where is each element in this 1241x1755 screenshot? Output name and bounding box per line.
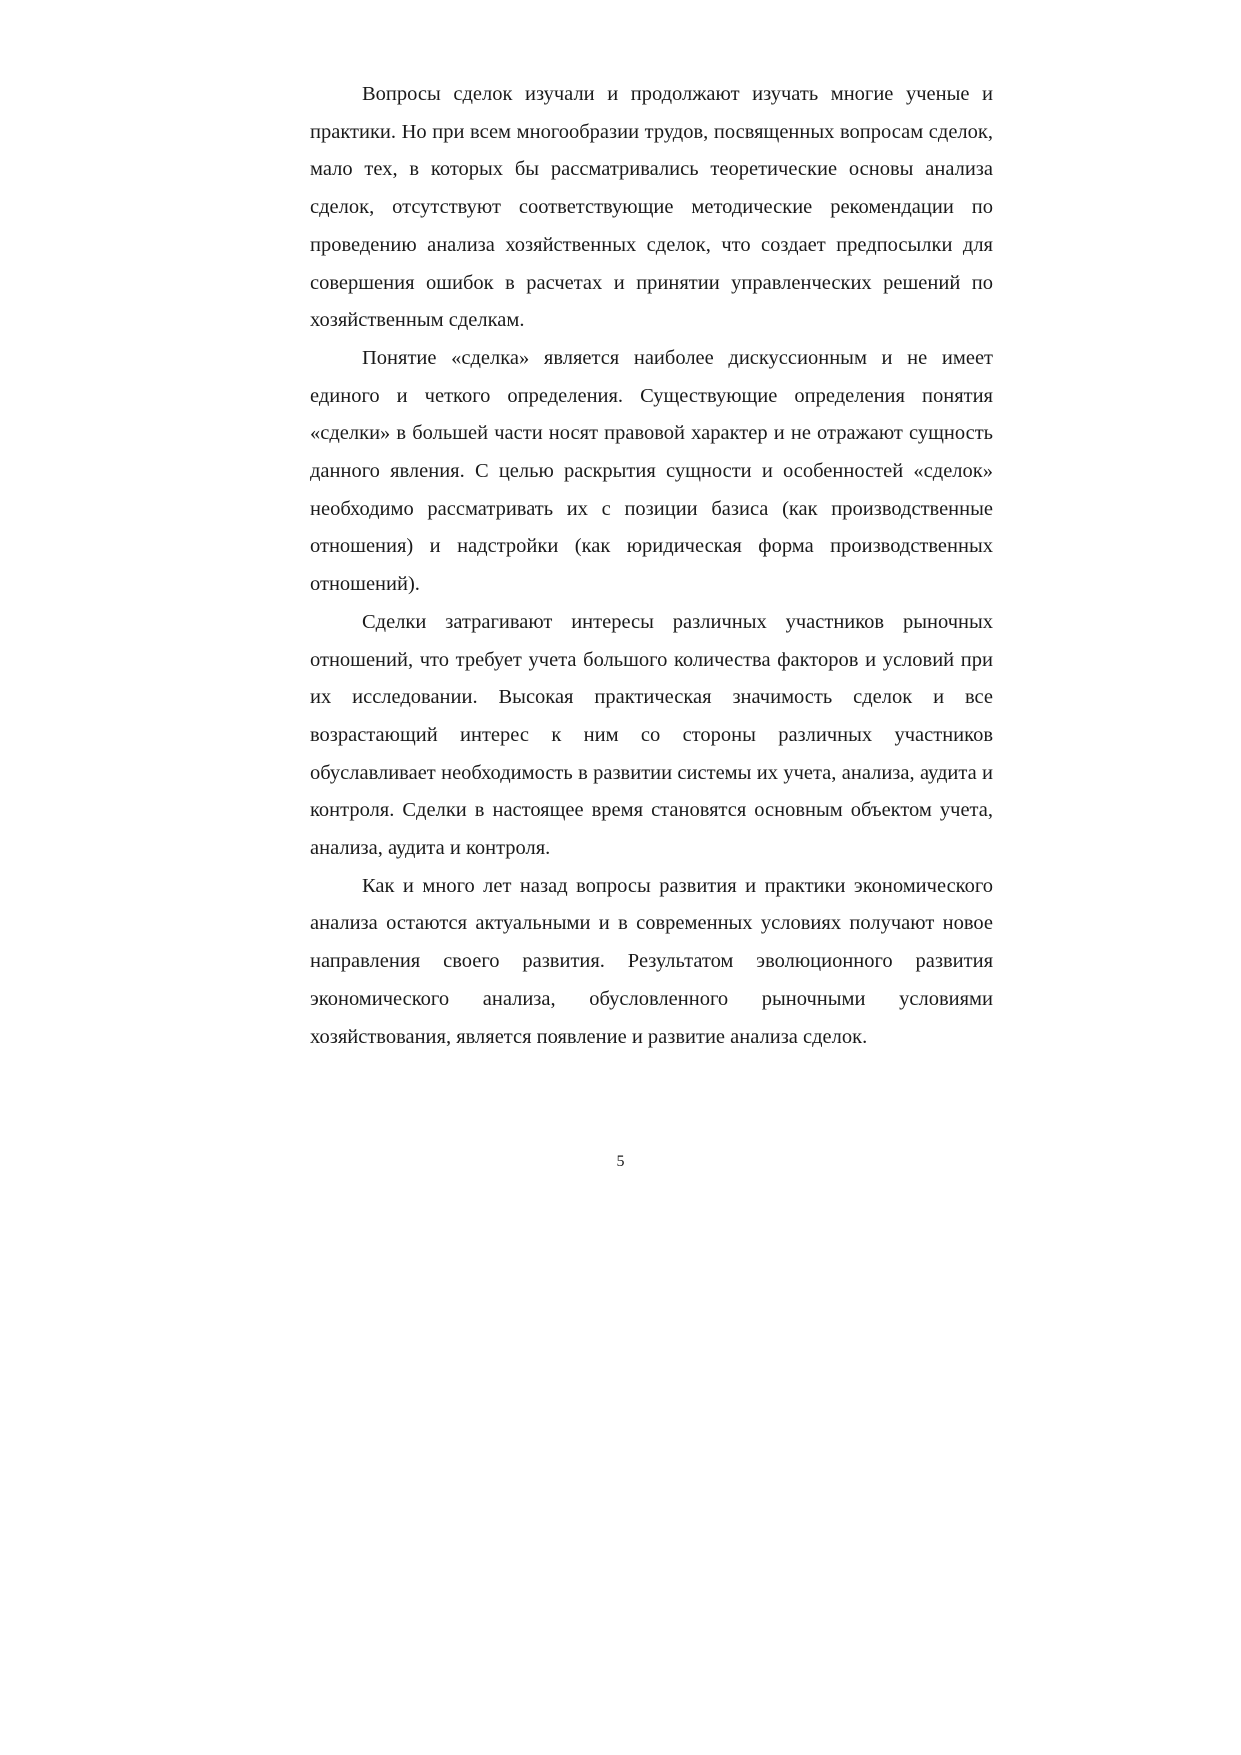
paragraph-1: Вопросы сделок изучали и продолжают изучать многие ученые и практики. Но при всем многообразии трудов, посвященных вопросам сделок, мало тех, в которых бы рассматривались теоретические основы анализа сделок, отсутствуют соответствующие методические рекомендации по проведению анализа хозяйственных сделок, что создает предпосылки для совершения ошибок в расчетах и принятии управленческих решений по хозяйственным сделкам. xyxy=(310,83,993,332)
body-text xyxy=(310,76,993,1056)
page-number: 5 xyxy=(616,1153,625,1170)
paragraph-3: Сделки затрагивают интересы различных участников рыночных отношений, что требует учета большого количества факторов и условий при их исследовании. Высокая практическая значимость сделок и все возрастающий интерес к ним со стороны различных участников обуславливает необходимость в развитии системы их учета, анализа, аудита и контроля. Сделки в настоящее время становятся основным объектом учета, анализа, аудита и контроля. xyxy=(310,610,993,860)
paragraph-4: Как и много лет назад вопросы развития и практики экономического анализа остаются актуальными и в современных условиях получают новое направления своего развития. Результатом эволюционного развития экономического анализа, обусловленного рыночными условиями хозяйствования, является появление и развитие анализа сделок. xyxy=(310,874,993,1048)
paragraph-2: Понятие «сделка» является наиболее дискуссионным и не имеет единого и четкого определения. Существующие определения понятия «сделки» в большей части носят правовой характер и не отражают сущность данного явления. С целью раскрытия сущности и особенностей «сделок» необходимо рассматривать их с позиции базиса (как производственные отношения) и надстройки (как юридическая форма производственных отношений). xyxy=(310,346,993,596)
